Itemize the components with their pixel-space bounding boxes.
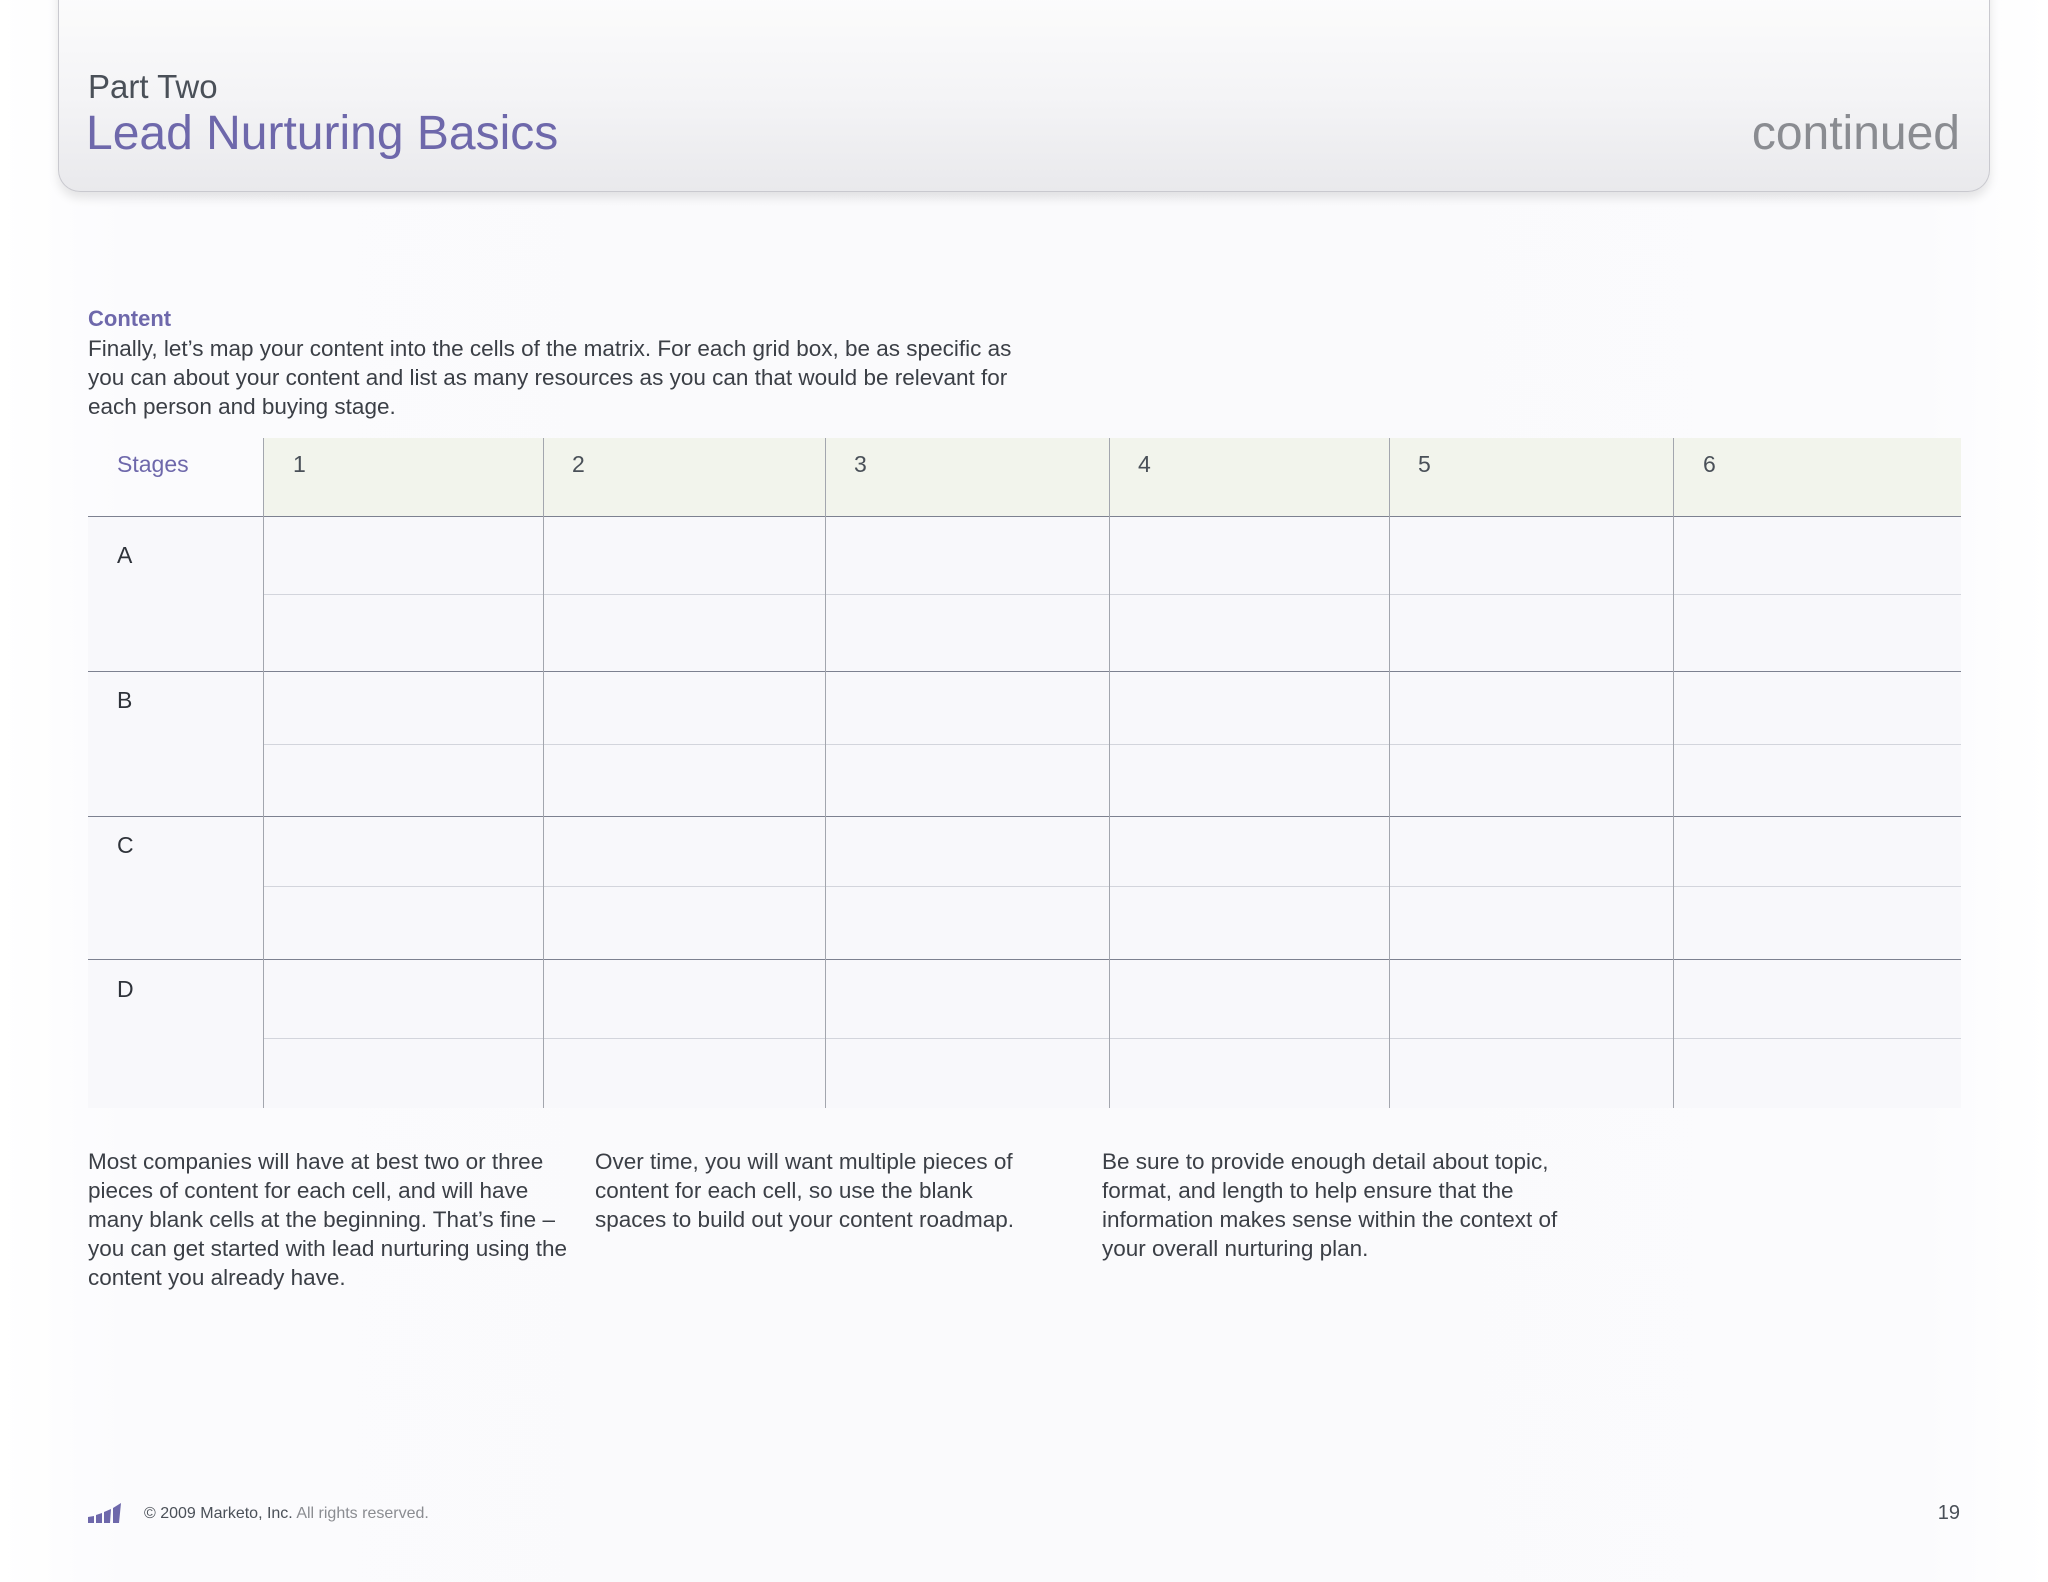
stages-header: Stages: [117, 451, 189, 477]
note-column-3: Be sure to provide enough detail about topic, format, and length to help ensure that the information makes sense within the context of your overall nurturing plan.: [1102, 1149, 1558, 1261]
copyright: [144, 1505, 429, 1523]
matrix-cell-b-6[interactable]: [1675, 673, 1959, 814]
matrix-cell-a-5[interactable]: [1391, 518, 1671, 669]
matrix-cell-d-4[interactable]: [1111, 961, 1387, 1106]
matrix-cell-a-6[interactable]: [1675, 518, 1959, 669]
matrix-column-divider: [825, 438, 826, 1108]
matrix-cell-d-5[interactable]: [1391, 961, 1671, 1106]
matrix-column-divider: [1389, 438, 1390, 1108]
marketo-logo-icon: [88, 1500, 128, 1526]
matrix-cell-c-6[interactable]: [1675, 818, 1959, 957]
column-header-6: 6: [1703, 451, 1716, 477]
matrix-cell-b-1[interactable]: [265, 673, 541, 814]
matrix-cell-b-3[interactable]: [827, 673, 1107, 814]
matrix-cell-a-3[interactable]: [827, 518, 1107, 669]
part-label: Part Two: [88, 68, 218, 105]
matrix-cell-d-1[interactable]: [265, 961, 541, 1106]
section-title: Lead Nurturing Basics: [86, 107, 559, 160]
matrix-cell-c-3[interactable]: [827, 818, 1107, 957]
continued-label: continued: [1751, 107, 1960, 160]
matrix-cell-a-4[interactable]: [1111, 518, 1387, 669]
matrix-cell-a-1[interactable]: [265, 518, 541, 669]
rights-text: All rights reserved.: [296, 1505, 429, 1522]
matrix-cell-a-2[interactable]: [545, 518, 823, 669]
column-header-3: 3: [854, 451, 867, 477]
matrix-cell-b-2[interactable]: [545, 673, 823, 814]
page-number: 19: [1937, 1502, 1960, 1524]
row-label-a: A: [117, 542, 133, 568]
column-header-2: 2: [572, 451, 585, 477]
content-heading: Content: [88, 306, 172, 331]
column-header-5: 5: [1418, 451, 1431, 477]
content-matrix: [88, 438, 1961, 1108]
row-label-b: B: [117, 687, 133, 713]
matrix-cell-b-5[interactable]: [1391, 673, 1671, 814]
matrix-cell-d-6[interactable]: [1675, 961, 1959, 1106]
matrix-cell-c-1[interactable]: [265, 818, 541, 957]
copyright-text: © 2009 Marketo, Inc.: [144, 1505, 293, 1522]
row-label-d: D: [117, 976, 134, 1002]
column-header-1: 1: [293, 451, 306, 477]
page-header: [58, 0, 1990, 192]
note-column-1: Most companies will have at best two or three pieces of content for each cell, and will have many blank cells at the beginning. That’s fine – you can get started with lead nurturing using the content you already have.: [88, 1149, 568, 1290]
matrix-cell-c-4[interactable]: [1111, 818, 1387, 957]
matrix-cell-d-3[interactable]: [827, 961, 1107, 1106]
matrix-column-divider: [1673, 438, 1674, 1108]
matrix-column-divider: [543, 438, 544, 1108]
matrix-cell-d-2[interactable]: [545, 961, 823, 1106]
content-intro-text: Finally, let’s map your content into the cells of the matrix. For each grid box, be as specific as you can about your content and list as many resources as you can that would be relevant for each person and buying stage.: [88, 336, 1012, 419]
matrix-divider: [88, 959, 1961, 960]
matrix-divider: [88, 816, 1961, 817]
matrix-cell-b-4[interactable]: [1111, 673, 1387, 814]
matrix-column-divider: [263, 438, 264, 1108]
note-column-2: Over time, you will want multiple pieces of content for each cell, so use the blank spaces to build out your content roadmap.: [595, 1149, 1015, 1232]
matrix-cell-c-5[interactable]: [1391, 818, 1671, 957]
matrix-column-divider: [1109, 438, 1110, 1108]
matrix-divider: [88, 516, 1961, 517]
matrix-cell-c-2[interactable]: [545, 818, 823, 957]
row-label-c: C: [117, 832, 134, 858]
matrix-divider: [88, 671, 1961, 672]
column-header-4: 4: [1138, 451, 1151, 477]
